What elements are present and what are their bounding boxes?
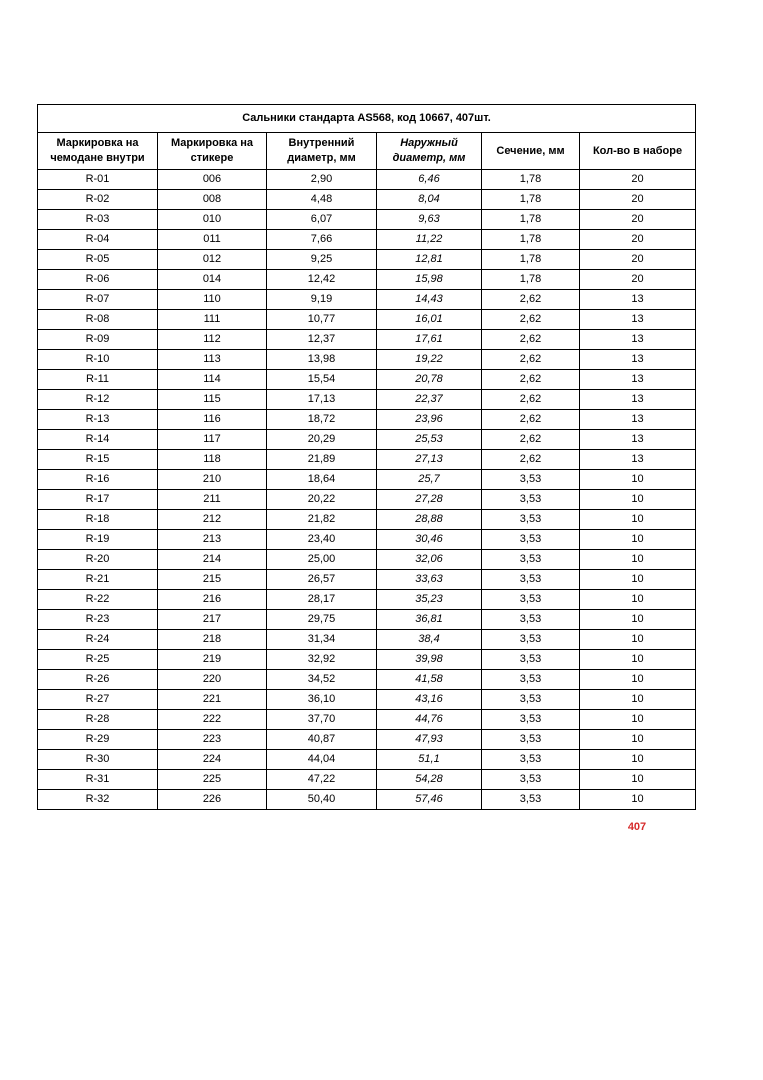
cell-inner-diameter: 40,87 — [267, 730, 377, 750]
cell-inner-diameter: 20,22 — [267, 490, 377, 510]
table-row — [38, 550, 696, 570]
cell-inner-diameter: 31,34 — [267, 630, 377, 650]
cell-case-marking: R-24 — [38, 630, 158, 650]
cell-sticker-marking: 211 — [158, 490, 267, 510]
cell-case-marking: R-13 — [38, 410, 158, 430]
cell-outer-diameter: 54,28 — [377, 770, 482, 790]
cell-case-marking: R-04 — [38, 230, 158, 250]
cell-case-marking: R-30 — [38, 750, 158, 770]
cell-case-marking: R-18 — [38, 510, 158, 530]
cell-case-marking: R-20 — [38, 550, 158, 570]
table-row — [38, 610, 696, 630]
cell-cross-section: 2,62 — [482, 310, 580, 330]
cell-inner-diameter: 36,10 — [267, 690, 377, 710]
cell-quantity: 10 — [580, 650, 696, 670]
cell-quantity: 10 — [580, 770, 696, 790]
cell-quantity: 10 — [580, 550, 696, 570]
cell-outer-diameter: 44,76 — [377, 710, 482, 730]
cell-outer-diameter: 23,96 — [377, 410, 482, 430]
cell-case-marking: R-05 — [38, 250, 158, 270]
cell-outer-diameter: 8,04 — [377, 190, 482, 210]
table-row — [38, 490, 696, 510]
cell-cross-section: 2,62 — [482, 370, 580, 390]
cell-sticker-marking: 117 — [158, 430, 267, 450]
table-row — [38, 770, 696, 790]
cell-outer-diameter: 38,4 — [377, 630, 482, 650]
cell-quantity: 20 — [580, 190, 696, 210]
cell-inner-diameter: 9,19 — [267, 290, 377, 310]
cell-cross-section: 2,62 — [482, 430, 580, 450]
cell-quantity: 20 — [580, 270, 696, 290]
cell-case-marking: R-22 — [38, 590, 158, 610]
table-row — [38, 670, 696, 690]
cell-outer-diameter: 39,98 — [377, 650, 482, 670]
cell-cross-section: 3,53 — [482, 530, 580, 550]
cell-case-marking: R-08 — [38, 310, 158, 330]
cell-case-marking: R-06 — [38, 270, 158, 290]
cell-cross-section: 3,53 — [482, 510, 580, 530]
cell-case-marking: R-12 — [38, 390, 158, 410]
table-row — [38, 370, 696, 390]
table-row — [38, 270, 696, 290]
cell-cross-section: 2,62 — [482, 290, 580, 310]
cell-quantity: 20 — [580, 230, 696, 250]
cell-case-marking: R-15 — [38, 450, 158, 470]
cell-inner-diameter: 21,82 — [267, 510, 377, 530]
table-row — [38, 250, 696, 270]
cell-cross-section: 1,78 — [482, 170, 580, 190]
cell-outer-diameter: 35,23 — [377, 590, 482, 610]
total-count: 407 — [627, 821, 647, 833]
cell-cross-section: 3,53 — [482, 710, 580, 730]
table-row — [38, 410, 696, 430]
cell-quantity: 10 — [580, 690, 696, 710]
cell-outer-diameter: 27,13 — [377, 450, 482, 470]
cell-cross-section: 3,53 — [482, 790, 580, 810]
cell-inner-diameter: 23,40 — [267, 530, 377, 550]
seal-table — [37, 104, 696, 810]
cell-sticker-marking: 111 — [158, 310, 267, 330]
cell-cross-section: 1,78 — [482, 270, 580, 290]
cell-sticker-marking: 226 — [158, 790, 267, 810]
header-outer-diameter: Наружный диаметр, мм — [377, 133, 482, 170]
cell-outer-diameter: 57,46 — [377, 790, 482, 810]
cell-quantity: 20 — [580, 210, 696, 230]
cell-sticker-marking: 224 — [158, 750, 267, 770]
cell-inner-diameter: 7,66 — [267, 230, 377, 250]
cell-case-marking: R-21 — [38, 570, 158, 590]
table-row — [38, 230, 696, 250]
cell-inner-diameter: 44,04 — [267, 750, 377, 770]
header-sticker-marking: Маркировка на стикере — [158, 133, 267, 170]
cell-inner-diameter: 50,40 — [267, 790, 377, 810]
cell-quantity: 13 — [580, 290, 696, 310]
cell-outer-diameter: 43,16 — [377, 690, 482, 710]
cell-sticker-marking: 219 — [158, 650, 267, 670]
cell-quantity: 20 — [580, 170, 696, 190]
cell-cross-section: 2,62 — [482, 390, 580, 410]
cell-cross-section: 2,62 — [482, 410, 580, 430]
cell-quantity: 13 — [580, 310, 696, 330]
cell-inner-diameter: 10,77 — [267, 310, 377, 330]
cell-outer-diameter: 11,22 — [377, 230, 482, 250]
table-row — [38, 510, 696, 530]
cell-inner-diameter: 18,72 — [267, 410, 377, 430]
cell-cross-section: 2,62 — [482, 330, 580, 350]
cell-quantity: 10 — [580, 610, 696, 630]
table-row — [38, 690, 696, 710]
cell-sticker-marking: 012 — [158, 250, 267, 270]
cell-sticker-marking: 110 — [158, 290, 267, 310]
cell-quantity: 10 — [580, 490, 696, 510]
cell-inner-diameter: 25,00 — [267, 550, 377, 570]
cell-sticker-marking: 008 — [158, 190, 267, 210]
cell-case-marking: R-28 — [38, 710, 158, 730]
cell-case-marking: R-16 — [38, 470, 158, 490]
cell-cross-section: 1,78 — [482, 250, 580, 270]
cell-cross-section: 3,53 — [482, 650, 580, 670]
cell-case-marking: R-32 — [38, 790, 158, 810]
cell-sticker-marking: 217 — [158, 610, 267, 630]
cell-case-marking: R-09 — [38, 330, 158, 350]
cell-case-marking: R-25 — [38, 650, 158, 670]
cell-outer-diameter: 33,63 — [377, 570, 482, 590]
cell-inner-diameter: 2,90 — [267, 170, 377, 190]
cell-sticker-marking: 220 — [158, 670, 267, 690]
cell-inner-diameter: 47,22 — [267, 770, 377, 790]
header-quantity: Кол-во в наборе — [580, 133, 696, 170]
cell-case-marking: R-17 — [38, 490, 158, 510]
cell-quantity: 10 — [580, 730, 696, 750]
table-row — [38, 450, 696, 470]
cell-inner-diameter: 12,42 — [267, 270, 377, 290]
table-row — [38, 310, 696, 330]
table-row — [38, 170, 696, 190]
cell-sticker-marking: 213 — [158, 530, 267, 550]
cell-quantity: 10 — [580, 790, 696, 810]
table-row — [38, 570, 696, 590]
cell-sticker-marking: 225 — [158, 770, 267, 790]
cell-case-marking: R-02 — [38, 190, 158, 210]
table-row — [38, 750, 696, 770]
cell-cross-section: 3,53 — [482, 670, 580, 690]
cell-inner-diameter: 29,75 — [267, 610, 377, 630]
cell-cross-section: 3,53 — [482, 630, 580, 650]
cell-quantity: 10 — [580, 470, 696, 490]
cell-cross-section: 3,53 — [482, 590, 580, 610]
cell-outer-diameter: 36,81 — [377, 610, 482, 630]
cell-inner-diameter: 26,57 — [267, 570, 377, 590]
cell-sticker-marking: 212 — [158, 510, 267, 530]
cell-sticker-marking: 210 — [158, 470, 267, 490]
cell-outer-diameter: 51,1 — [377, 750, 482, 770]
cell-cross-section: 3,53 — [482, 470, 580, 490]
cell-outer-diameter: 25,53 — [377, 430, 482, 450]
cell-cross-section: 1,78 — [482, 210, 580, 230]
cell-case-marking: R-23 — [38, 610, 158, 630]
cell-outer-diameter: 12,81 — [377, 250, 482, 270]
cell-case-marking: R-19 — [38, 530, 158, 550]
header-case-marking: Маркировка на чемодане внутри — [38, 133, 158, 170]
cell-sticker-marking: 006 — [158, 170, 267, 190]
cell-inner-diameter: 17,13 — [267, 390, 377, 410]
cell-cross-section: 3,53 — [482, 770, 580, 790]
cell-quantity: 13 — [580, 410, 696, 430]
cell-case-marking: R-03 — [38, 210, 158, 230]
cell-quantity: 13 — [580, 370, 696, 390]
cell-quantity: 13 — [580, 390, 696, 410]
cell-outer-diameter: 14,43 — [377, 290, 482, 310]
table-row — [38, 790, 696, 810]
cell-outer-diameter: 41,58 — [377, 670, 482, 690]
cell-case-marking: R-10 — [38, 350, 158, 370]
cell-case-marking: R-27 — [38, 690, 158, 710]
cell-cross-section: 2,62 — [482, 450, 580, 470]
table-row — [38, 350, 696, 370]
cell-case-marking: R-26 — [38, 670, 158, 690]
cell-inner-diameter: 6,07 — [267, 210, 377, 230]
cell-inner-diameter: 9,25 — [267, 250, 377, 270]
cell-sticker-marking: 113 — [158, 350, 267, 370]
cell-outer-diameter: 16,01 — [377, 310, 482, 330]
table-row — [38, 630, 696, 650]
cell-inner-diameter: 15,54 — [267, 370, 377, 390]
cell-outer-diameter: 15,98 — [377, 270, 482, 290]
cell-inner-diameter: 18,64 — [267, 470, 377, 490]
cell-sticker-marking: 218 — [158, 630, 267, 650]
cell-outer-diameter: 6,46 — [377, 170, 482, 190]
cell-cross-section: 3,53 — [482, 690, 580, 710]
cell-outer-diameter: 9,63 — [377, 210, 482, 230]
cell-inner-diameter: 13,98 — [267, 350, 377, 370]
cell-outer-diameter: 17,61 — [377, 330, 482, 350]
cell-sticker-marking: 010 — [158, 210, 267, 230]
cell-cross-section: 3,53 — [482, 610, 580, 630]
cell-cross-section: 3,53 — [482, 490, 580, 510]
cell-quantity: 13 — [580, 330, 696, 350]
table-row — [38, 190, 696, 210]
cell-inner-diameter: 34,52 — [267, 670, 377, 690]
cell-quantity: 13 — [580, 450, 696, 470]
cell-outer-diameter: 30,46 — [377, 530, 482, 550]
cell-cross-section: 3,53 — [482, 750, 580, 770]
cell-sticker-marking: 112 — [158, 330, 267, 350]
cell-quantity: 10 — [580, 510, 696, 530]
cell-sticker-marking: 221 — [158, 690, 267, 710]
cell-cross-section: 3,53 — [482, 550, 580, 570]
cell-sticker-marking: 214 — [158, 550, 267, 570]
cell-case-marking: R-07 — [38, 290, 158, 310]
cell-outer-diameter: 32,06 — [377, 550, 482, 570]
table-title: Сальники стандарта AS568, код 10667, 407шт. — [38, 105, 696, 133]
table-row — [38, 530, 696, 550]
cell-sticker-marking: 014 — [158, 270, 267, 290]
cell-sticker-marking: 011 — [158, 230, 267, 250]
cell-cross-section: 1,78 — [482, 230, 580, 250]
cell-sticker-marking: 222 — [158, 710, 267, 730]
cell-cross-section: 1,78 — [482, 190, 580, 210]
cell-sticker-marking: 223 — [158, 730, 267, 750]
cell-outer-diameter: 19,22 — [377, 350, 482, 370]
cell-sticker-marking: 115 — [158, 390, 267, 410]
cell-cross-section: 2,62 — [482, 350, 580, 370]
table-row — [38, 590, 696, 610]
table-row — [38, 430, 696, 450]
cell-quantity: 10 — [580, 530, 696, 550]
table-row — [38, 650, 696, 670]
cell-case-marking: R-29 — [38, 730, 158, 750]
header-cross-section: Сечение, мм — [482, 133, 580, 170]
cell-inner-diameter: 12,37 — [267, 330, 377, 350]
cell-case-marking: R-11 — [38, 370, 158, 390]
cell-sticker-marking: 216 — [158, 590, 267, 610]
cell-outer-diameter: 47,93 — [377, 730, 482, 750]
cell-sticker-marking: 114 — [158, 370, 267, 390]
cell-inner-diameter: 28,17 — [267, 590, 377, 610]
table-row — [38, 710, 696, 730]
cell-inner-diameter: 21,89 — [267, 450, 377, 470]
table-row — [38, 290, 696, 310]
cell-case-marking: R-01 — [38, 170, 158, 190]
cell-cross-section: 3,53 — [482, 570, 580, 590]
cell-quantity: 10 — [580, 710, 696, 730]
cell-case-marking: R-14 — [38, 430, 158, 450]
cell-inner-diameter: 20,29 — [267, 430, 377, 450]
cell-inner-diameter: 4,48 — [267, 190, 377, 210]
cell-outer-diameter: 25,7 — [377, 470, 482, 490]
cell-quantity: 10 — [580, 570, 696, 590]
cell-quantity: 10 — [580, 670, 696, 690]
cell-sticker-marking: 215 — [158, 570, 267, 590]
cell-inner-diameter: 32,92 — [267, 650, 377, 670]
seal-table-sheet — [37, 104, 695, 810]
cell-outer-diameter: 22,37 — [377, 390, 482, 410]
cell-outer-diameter: 28,88 — [377, 510, 482, 530]
table-row — [38, 330, 696, 350]
cell-case-marking: R-31 — [38, 770, 158, 790]
cell-cross-section: 3,53 — [482, 730, 580, 750]
cell-quantity: 13 — [580, 350, 696, 370]
cell-quantity: 10 — [580, 750, 696, 770]
cell-quantity: 20 — [580, 250, 696, 270]
cell-sticker-marking: 118 — [158, 450, 267, 470]
cell-quantity: 13 — [580, 430, 696, 450]
table-row — [38, 210, 696, 230]
cell-inner-diameter: 37,70 — [267, 710, 377, 730]
table-row — [38, 730, 696, 750]
cell-outer-diameter: 27,28 — [377, 490, 482, 510]
cell-quantity: 10 — [580, 630, 696, 650]
cell-quantity: 10 — [580, 590, 696, 610]
table-row — [38, 470, 696, 490]
table-row — [38, 390, 696, 410]
header-inner-diameter: Внутренний диаметр, мм — [267, 133, 377, 170]
cell-outer-diameter: 20,78 — [377, 370, 482, 390]
cell-sticker-marking: 116 — [158, 410, 267, 430]
